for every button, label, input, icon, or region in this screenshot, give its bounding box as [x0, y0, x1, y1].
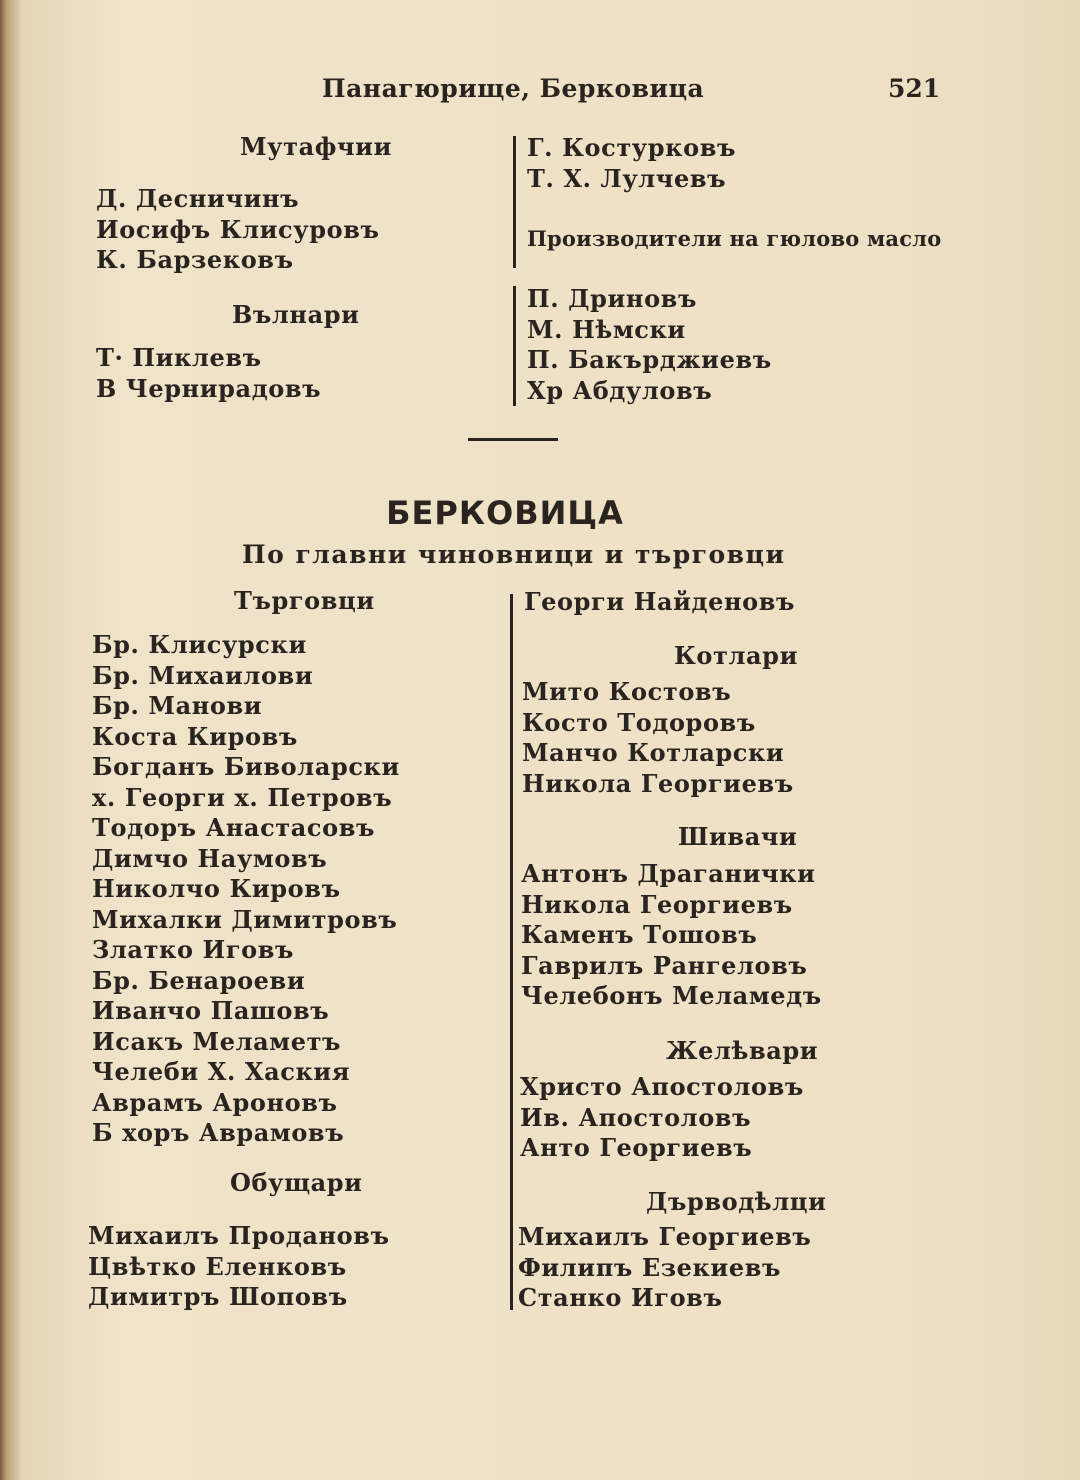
list-item: Д. Десничинъ [96, 184, 300, 213]
list-item: Т· Пиклевъ [96, 343, 262, 372]
list-item: К. Барзековъ [96, 245, 294, 274]
list-item: Исакъ Меламетъ [92, 1026, 342, 1056]
list-item: Иосифъ Клисуровъ [96, 214, 380, 244]
list-item: Тодоръ Анастасовъ [92, 813, 376, 842]
list-item: В Чернирадовъ [96, 373, 322, 403]
column-rule [510, 594, 513, 1310]
list-valnari [96, 343, 321, 404]
list-obushtari [88, 1221, 390, 1313]
list-item: Златко Иговъ [92, 935, 295, 964]
section-title: БЕРКОВИЦА [386, 494, 624, 532]
heading-zhelevari: Желѣвари [666, 1036, 819, 1065]
heading-targovtsi: Търговци [234, 586, 375, 615]
list-item: Гаврилъ Рангеловъ [521, 950, 808, 980]
list-item: Б хоръ Аврамовъ [92, 1118, 345, 1147]
list-item: Бр. Клисурски [92, 630, 307, 659]
list-continued-bottom [524, 587, 795, 618]
list-targovtsi [92, 630, 400, 1149]
section-divider [468, 438, 558, 441]
list-item: Бр. Михаилови [92, 660, 314, 690]
list-item: М. Нѣмски [527, 314, 686, 344]
list-item: Каменъ Тошовъ [521, 920, 758, 949]
list-item: Димчо Наумовъ [92, 843, 328, 873]
heading-kotlari: Котлари [674, 641, 798, 670]
column-rule [513, 286, 516, 406]
list-item: Г. Костурковъ [527, 133, 736, 162]
list-item: Михалки Димитровъ [92, 904, 398, 934]
list-item: Коста Кировъ [92, 721, 298, 751]
list-item: Никола Георгиевъ [521, 889, 793, 919]
list-item: Т. Х. Лулчевъ [527, 163, 727, 193]
running-head: Панагюрище, Берковица [322, 74, 705, 103]
list-continued-top [527, 133, 736, 194]
list-item: Бр. Бенароеви [92, 965, 306, 995]
heading-valnari: Вълнари [232, 300, 360, 329]
list-item: Михаилъ Георгиевъ [518, 1222, 812, 1251]
list-item: Бр. Манови [92, 691, 263, 720]
list-darvodeltsi [518, 1222, 811, 1314]
heading-shivachi: Шивачи [678, 822, 798, 851]
list-item: Никола Георгиевъ [522, 768, 794, 798]
heading-rose-oil: Производители на гюлово масло [527, 226, 942, 251]
list-shivachi [521, 859, 822, 1012]
list-mutafchii [96, 184, 380, 276]
list-item: Димитръ Шоповъ [88, 1282, 348, 1311]
list-item: Мито Костовъ [522, 677, 732, 706]
list-item: Николчо Кировъ [92, 874, 341, 903]
heading-darvodeltsi: Дърводѣлци [646, 1187, 827, 1216]
list-item: Хр Абдуловъ [527, 375, 713, 405]
column-rule [513, 136, 516, 268]
list-item: Челебонъ Меламедъ [521, 981, 822, 1010]
list-kotlari [522, 677, 794, 799]
list-item: х. Георги х. Петровъ [92, 782, 393, 812]
list-item: Челеби Х. Хаския [92, 1057, 351, 1086]
page-number: 521 [888, 74, 941, 103]
list-item: Антонъ Драганички [521, 859, 816, 888]
list-rose-oil [527, 284, 772, 406]
list-item: Цвѣтко Еленковъ [88, 1251, 347, 1281]
heading-mutafchii: Мутафчии [240, 132, 392, 161]
list-item: П. Дриновъ [527, 284, 697, 313]
list-zhelevari [520, 1072, 804, 1164]
list-item: Иванчо Пашовъ [92, 996, 330, 1025]
list-item: Георги Найденовъ [524, 587, 796, 616]
list-item: Косто Тодоровъ [522, 707, 756, 737]
heading-obushtari: Обущари [230, 1168, 363, 1197]
list-item: Аврамъ Ароновъ [92, 1087, 338, 1117]
list-item: Христо Апостоловъ [520, 1072, 804, 1101]
list-item: П. Бакърджиевъ [527, 345, 772, 374]
list-item: Михаилъ Продановъ [88, 1221, 390, 1250]
list-item: Богданъ Биволарски [92, 752, 400, 781]
list-item: Ив. Апостоловъ [520, 1102, 752, 1132]
page-header [0, 70, 1080, 110]
list-item: Анто Георгиевъ [520, 1133, 753, 1162]
list-item: Манчо Котларски [522, 738, 785, 767]
section-subtitle: По главни чиновници и търговци [242, 540, 786, 569]
list-item: Станко Иговъ [518, 1283, 723, 1312]
list-item: Филипъ Езекиевъ [518, 1252, 781, 1282]
